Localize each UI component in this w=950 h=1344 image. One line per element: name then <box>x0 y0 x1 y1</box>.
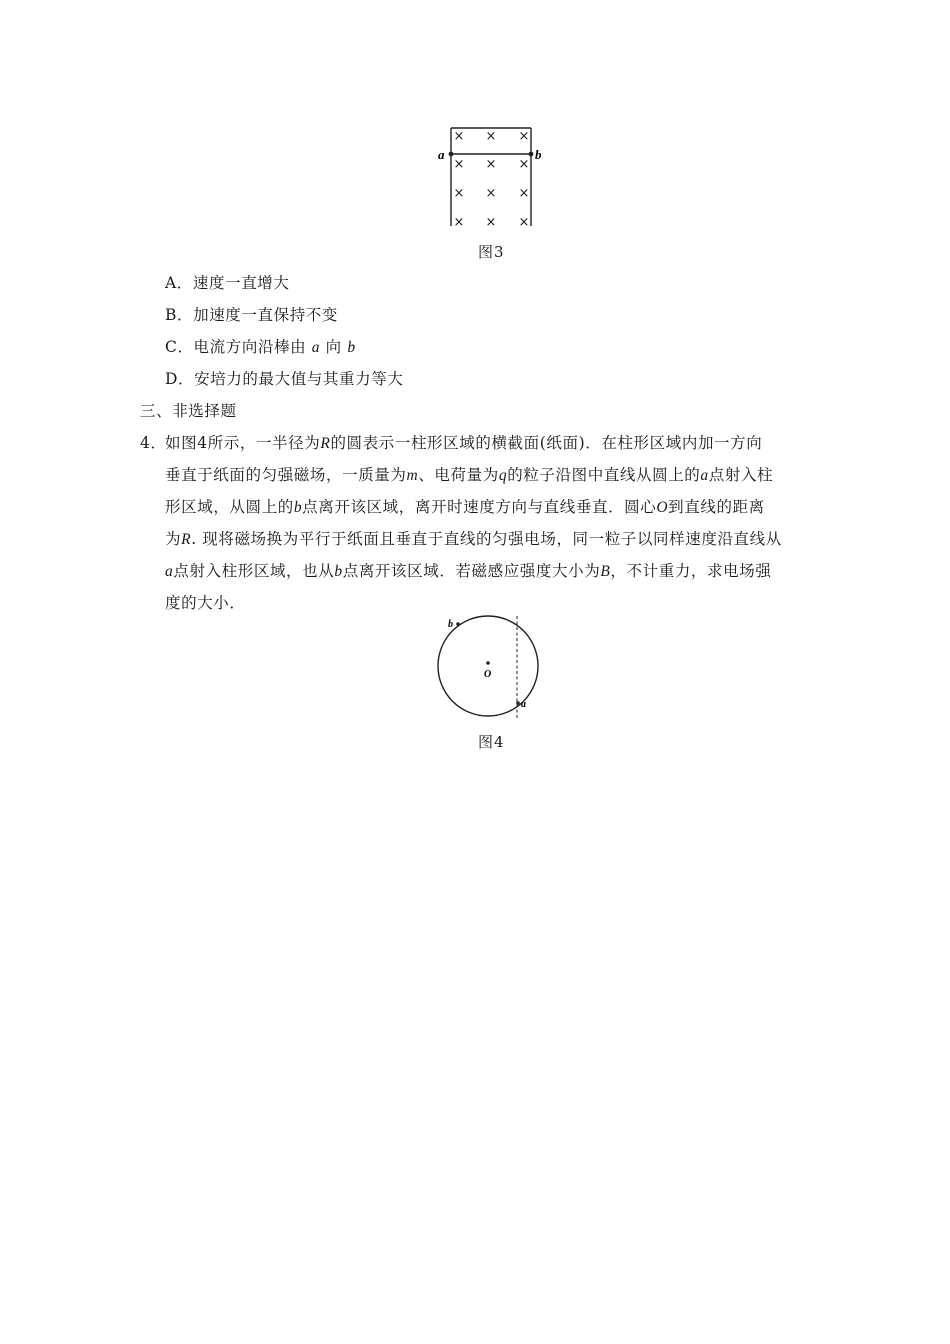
var-m: m <box>406 467 419 484</box>
point-a-dot <box>449 152 454 157</box>
figure-4-caption: 图4 <box>478 733 505 751</box>
var-q: q <box>498 467 508 484</box>
text-run: 点离开该区域．若磁感应强度大小为 <box>342 562 601 580</box>
label-a: a <box>521 699 526 710</box>
cross-mark: × <box>518 186 530 201</box>
cross-mark: × <box>518 215 530 230</box>
label-a: a <box>438 147 445 162</box>
label-O: O <box>484 669 492 680</box>
cross-mark: × <box>453 186 465 201</box>
option-c-text: C．电流方向沿棒由 <box>165 338 312 356</box>
var-b: b <box>347 339 356 356</box>
question-line-6: 度的大小． <box>165 594 246 612</box>
label-b: b <box>535 147 542 162</box>
cross-mark: × <box>453 157 465 172</box>
question-line-4 <box>165 529 782 550</box>
var-a: a <box>700 467 709 484</box>
option-c <box>165 337 356 358</box>
text-run: . 现将磁场换为平行于纸面且垂直于直线的匀强电场，同一粒子以同样速度沿直线从 <box>191 530 782 548</box>
cross-mark: × <box>453 215 465 230</box>
option-b: B．加速度一直保持不变 <box>165 306 338 324</box>
cross-mark: × <box>485 215 497 230</box>
option-c-text: 向 <box>320 338 348 356</box>
var-B: B <box>600 563 611 580</box>
cross-mark: × <box>518 157 530 172</box>
point-b-dot <box>529 152 534 157</box>
var-a: a <box>165 563 174 580</box>
figure-3-caption: 图3 <box>478 243 505 261</box>
label-b: b <box>448 619 453 630</box>
text-run: ，不计重力，求电场强 <box>610 562 772 580</box>
option-a: A．速度一直增大 <box>165 274 290 292</box>
cross-mark: × <box>485 157 497 172</box>
figure-4-diagram <box>430 612 550 722</box>
var-a: a <box>311 339 321 356</box>
text-run: 点射入柱形区域，也从 <box>173 562 335 580</box>
cross-mark: × <box>485 186 497 201</box>
text-run: 垂直于纸面的匀强磁场，一质量为 <box>165 466 407 484</box>
text-run: 如图4所示，一半径为 <box>165 434 321 452</box>
question-line-5 <box>165 561 771 582</box>
point-b-dot <box>456 622 460 626</box>
text-run: 的粒子沿图中直线从圆上的 <box>507 466 701 484</box>
section-heading: 三、非选择题 <box>140 402 237 420</box>
text-run: 形区域，从圆上的 <box>165 498 294 516</box>
field-crosses <box>454 129 530 230</box>
cross-mark: × <box>518 129 530 144</box>
var-O: O <box>656 499 669 516</box>
point-a-dot <box>516 701 520 705</box>
figure-3-diagram <box>430 120 550 232</box>
question-number: 4． <box>140 434 167 452</box>
text-run: 的圆表示一柱形区域的横截面(纸面)．在柱形区域内加一方向 <box>330 434 763 452</box>
var-b: b <box>293 499 303 516</box>
text-run: 点离开该区域，离开时速度方向与直线垂直．圆心 <box>302 498 657 516</box>
text-run: 到直线的距离 <box>668 498 765 516</box>
center-dot <box>486 661 490 665</box>
var-R: R <box>181 531 192 548</box>
option-d: D．安培力的最大值与其重力等大 <box>165 370 404 388</box>
question-line-2 <box>165 465 773 486</box>
text-run: 为 <box>165 530 182 548</box>
var-R: R <box>320 435 331 452</box>
question-line-1 <box>165 433 762 454</box>
question-line-3 <box>165 497 765 518</box>
var-b: b <box>334 563 343 580</box>
cross-mark: × <box>453 129 465 144</box>
text-run: 、电荷量为 <box>418 466 499 484</box>
text-run: 点射入柱 <box>708 466 774 484</box>
cross-mark: × <box>485 129 497 144</box>
